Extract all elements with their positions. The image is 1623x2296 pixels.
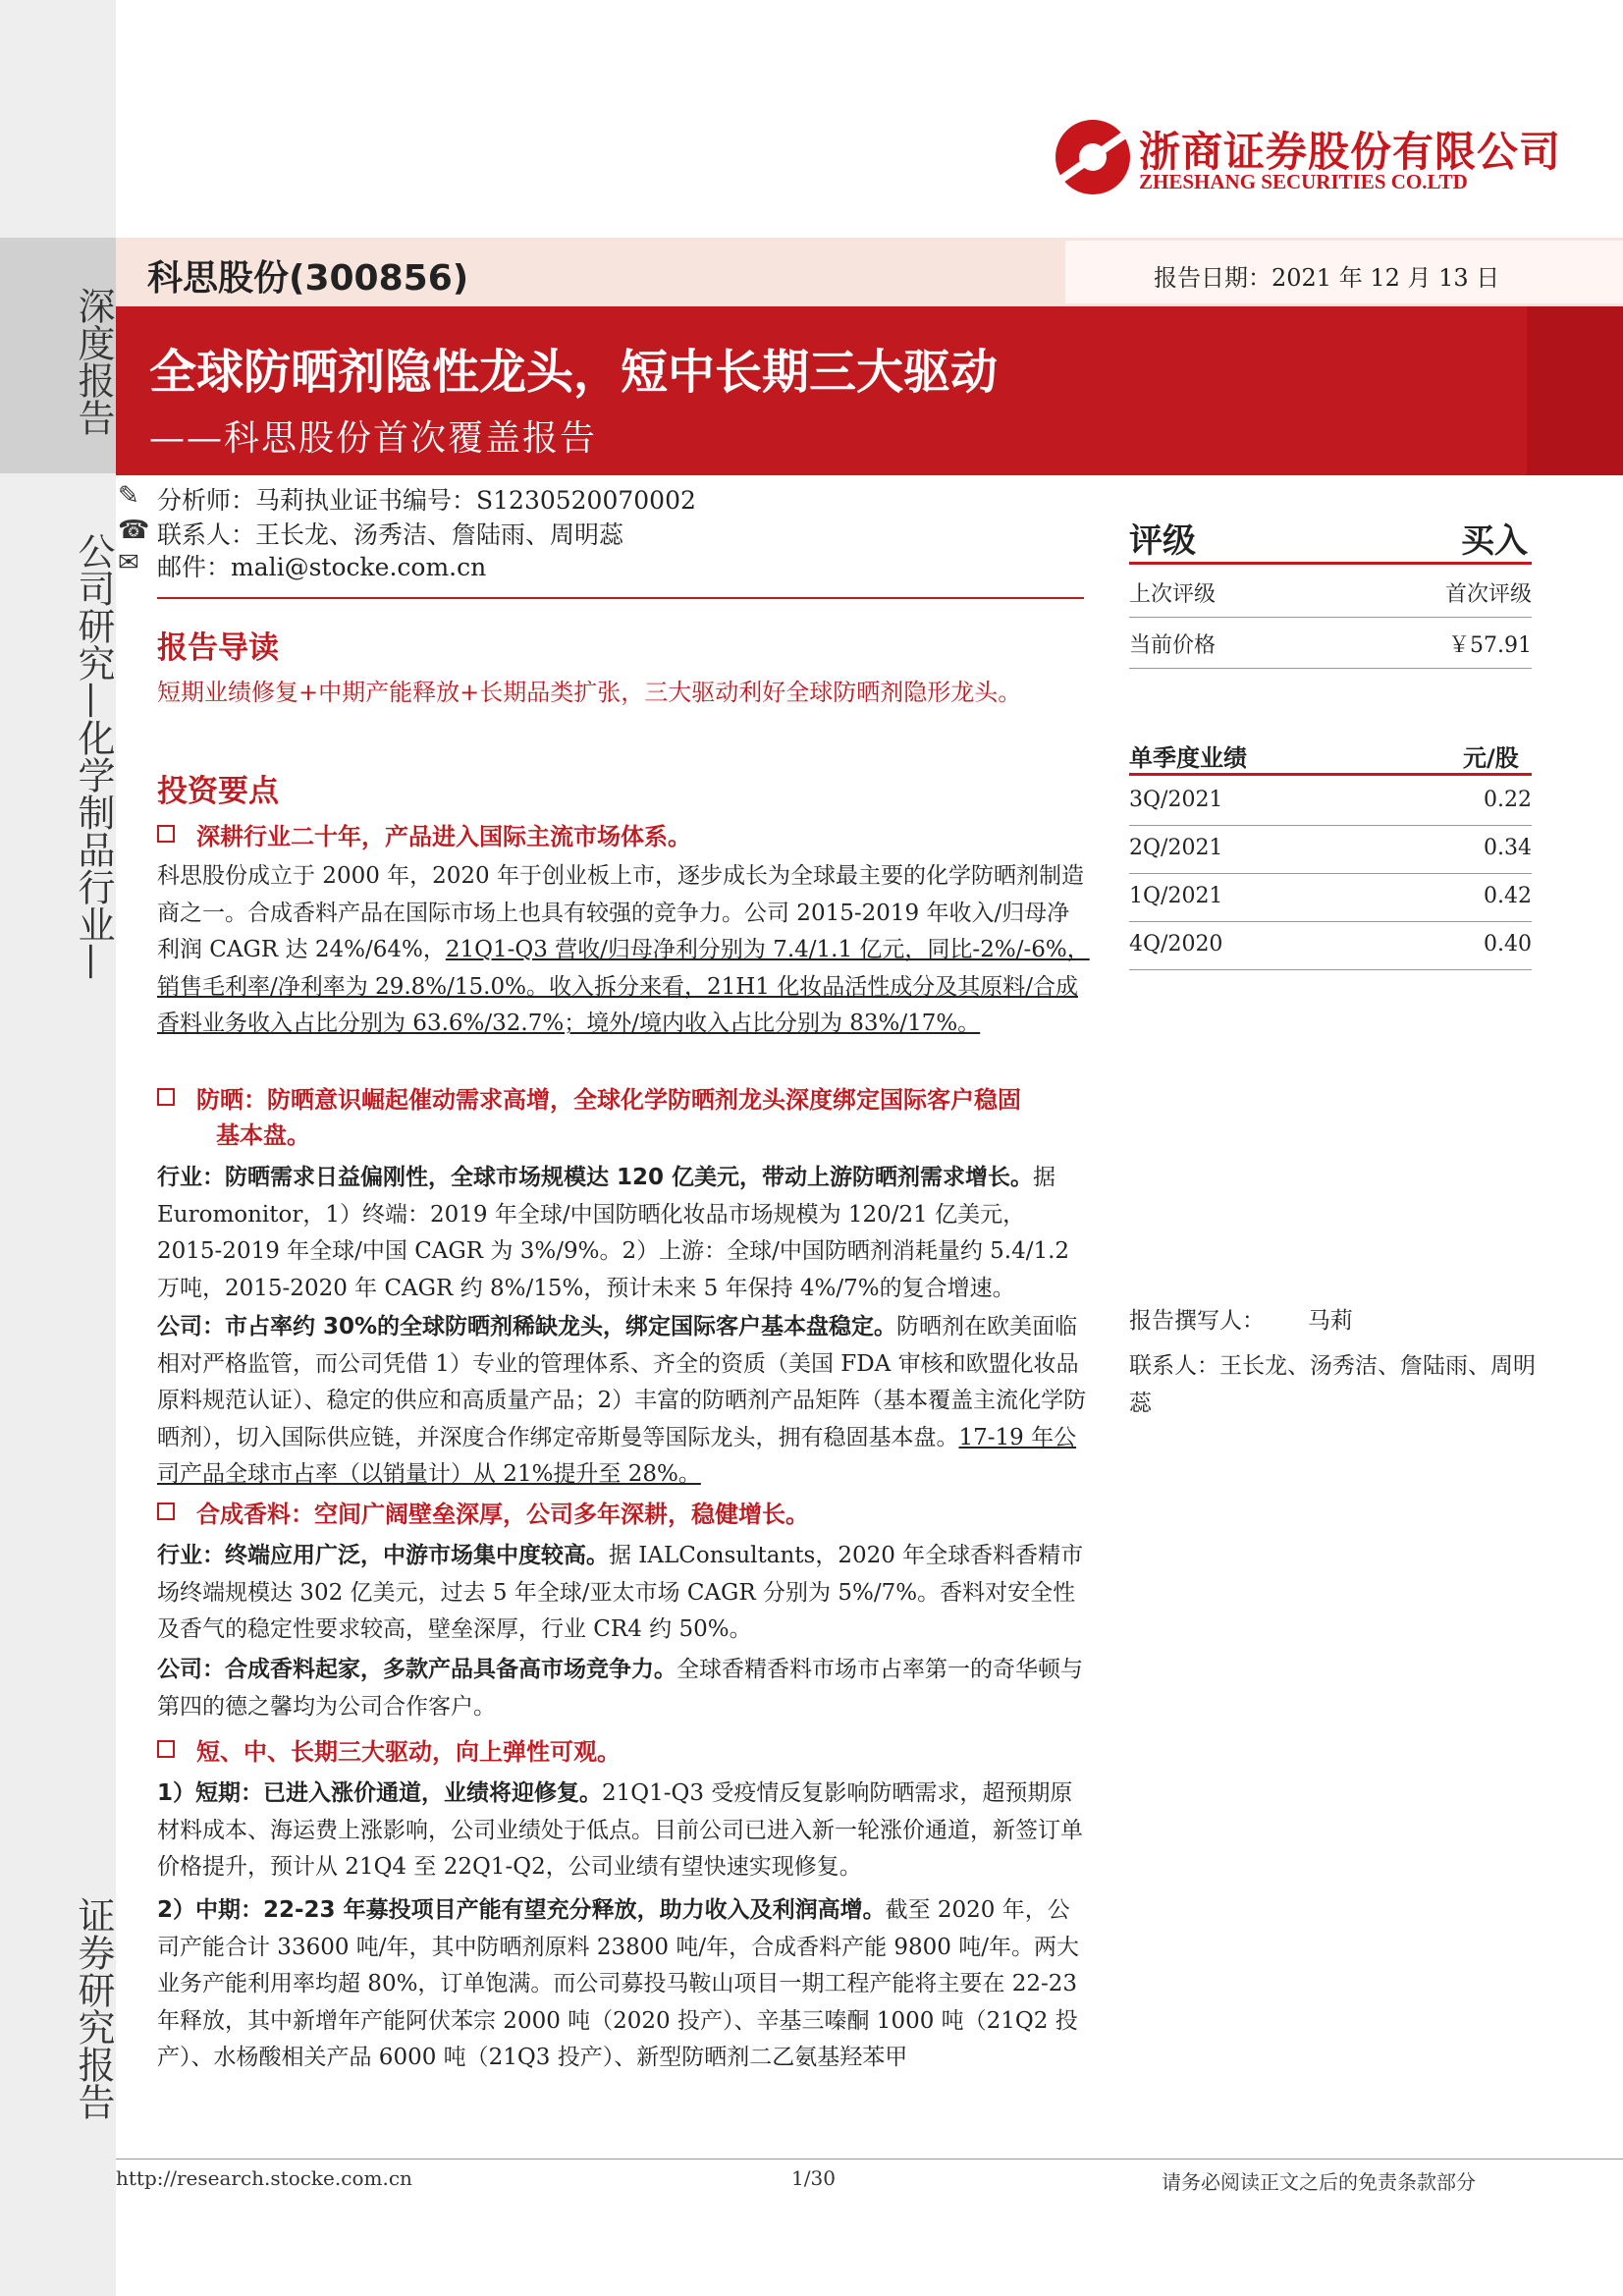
paragraph-2: 行业：防晒需求日益偏刚性，全球市场规模达 120 亿美元，带动上游防晒剂需求增长。据 Euromonitor，1）终端：2019 年全球/中国防晒化妆品市场规模为 120/21 亿美元，2015-2019 年全球/中国 CAGR 为 3%/9%。2）上游：全球/中国防晒剂消耗量约 5.4/1.2 万吨，2015-2020 年 CAGR 约 8%/15%，预计未来 5 年保持 4%/7%的复合增速。 (157, 1165, 1070, 1301)
rating-label: 评级 (1129, 521, 1196, 561)
logo-chinese-name: 浙商证券股份有限公司 (1139, 128, 1562, 176)
footer-url-link[interactable]: http://research.stocke.com.cn (116, 2166, 412, 2190)
sidebar-report-type: 深度报告 (72, 287, 115, 436)
report-contacts: 联系人：王长龙、汤秀洁、詹陆雨、周明蕊 (1129, 1353, 1536, 1416)
sidebar-footer-label: 证券研究报告 (72, 1896, 115, 2120)
bullet-heading-4: 短、中、长期三大驱动，向上弹性可观。 (157, 1734, 1090, 1770)
email-row (118, 548, 487, 583)
analyst-text: 分析师：马莉执业证书编号：S1230520070002 (157, 486, 696, 515)
zheshang-logo-icon (1055, 120, 1130, 194)
points-heading: 投资要点 (157, 774, 279, 809)
pencil-icon: ✎ (118, 481, 139, 511)
quarterly-row: 1Q/2021 0.42 (1129, 884, 1532, 908)
row-divider (1129, 921, 1532, 922)
page-number: 1/30 (791, 2166, 836, 2190)
paragraph-3: 公司：市占率约 30%的全球防晒剂稀缺龙头，绑定国际客户基本盘稳定。防晒剂在欧美面临相对严格监管，而公司凭借 1）专业的管理体系、齐全的资质（美国 FDA 审核和欧盟化妆品原料规范认证）、稳定的供应和高质量产品；2）丰富的防晒剂产品矩阵（基本覆盖主流化学防晒剂），切入国际供应链，并深度合作绑定帝斯曼等国际龙头，拥有稳固基本盘。17-19 年公司产品全球市占率（以销量计）从 21%提升至 28%。 (157, 1314, 1087, 1487)
quarterly-unit: 元/股 (1463, 744, 1519, 772)
sidebar-category: 公司研究—化学制品行业— (72, 532, 115, 980)
report-title: 全球防晒剂隐性龙头，短中长期三大驱动 (149, 345, 999, 400)
paragraph-6: 1）短期：已进入涨价通道，业绩将迎修复。21Q1-Q3 受疫情反复影响防晒需求，超预期原材料成本、海运费上涨影响，公司业绩处于低点。目前公司已进入新一轮涨价通道，新签订单价格提升，预计从 21Q4 至 22Q1-Q2，公司业绩有望快速实现修复。 (157, 1780, 1083, 1880)
quarterly-row: 4Q/2020 0.40 (1129, 932, 1532, 957)
report-date: 报告日期：2021 年 12 月 13 日 (1154, 264, 1500, 292)
checkbox-bullet-icon (157, 1503, 175, 1520)
paragraph-1: 科思股份成立于 2000 年，2020 年于创业板上市，逐步成长为全球最主要的化学防晒剂制造商之一。合成香料产品在国际市场上也具有较强的竞争力。公司 2015-2019 年收入/归母净利润 CAGR 达 24%/64%，21Q1-Q3 营收/归母净利分别为 7.4/1.1 亿元，同比-2%/-6%，销售毛利率/净利率为 29.8%/15.0%。收入拆分来看，21H1 化妆品活性成分及其原料/合成香料业务收入占比分别为 63.6%/32.7%；境外/境内收入占比分别为 83%/17%。 (157, 863, 1090, 1036)
divider (157, 597, 1084, 599)
bullet-heading-3: 合成香料：空间广阔壁垒深厚，公司多年深耕，稳健增长。 (157, 1497, 1090, 1532)
quarterly-row: 2Q/2021 0.34 (1129, 836, 1532, 860)
quarterly-row: 3Q/2021 0.22 (1129, 788, 1532, 812)
rating-value: 买入 (1461, 521, 1528, 561)
report-writer: 报告撰写人： 马莉 (1129, 1308, 1353, 1334)
bullet-heading-2: 防晒：防晒意识崛起催动需求高增，全球化学防晒剂龙头深度绑定国际客户稳固 基本盘。 (157, 1082, 1090, 1153)
logo-english-name: ZHESHANG SECURITIES CO.LTD (1139, 170, 1468, 193)
rating-row: 当前价格 ￥57.91 (1129, 633, 1532, 658)
contacts-row (118, 516, 624, 551)
rating-divider (1129, 562, 1532, 565)
checkbox-bullet-icon (157, 1088, 175, 1106)
guide-heading: 报告导读 (157, 630, 279, 666)
company-name: 科思股份(300856) (147, 258, 469, 299)
quarterly-divider (1129, 773, 1532, 776)
phone-icon: ☎ (118, 516, 150, 545)
row-divider (1129, 873, 1532, 874)
title-band-edge (1527, 306, 1623, 475)
disclaimer-note: 请务必阅读正文之后的免责条款部分 (1162, 2170, 1476, 2194)
report-subtitle: ——科思股份首次覆盖报告 (149, 418, 598, 459)
row-divider (1129, 969, 1532, 970)
bullet-heading-1: 深耕行业二十年，产品进入国际主流市场体系。 (157, 819, 1090, 854)
checkbox-bullet-icon (157, 1740, 175, 1758)
quarterly-label: 单季度业绩 (1129, 744, 1247, 772)
guide-text: 短期业绩修复+中期产能释放+长期品类扩张，三大驱动利好全球防晒剂隐形龙头。 (157, 679, 1022, 706)
rating-row: 上次评级 首次评级 (1129, 582, 1532, 607)
paragraph-7: 2）中期：22-23 年募投项目产能有望充分释放，助力收入及利润高增。截至 2020 年，公司产能合计 33600 吨/年，其中防晒剂原料 23800 吨/年，合成香料产能 9800 吨/年。两大业务产能利用率均超 80%，订单饱满。而公司募投马鞍山项目一期工程产能将主要在 22-23 年释放，其中新增年产能阿伏苯宗 2000 吨（2020 投产）、辛基三嗪酮 1000 吨（21Q2 投产）、水杨酸相关产品 6000 吨（21Q3 投产）、新型防晒剂二乙氨基羟苯甲 (157, 1897, 1079, 2070)
envelope-icon: ✉ (118, 548, 139, 577)
row-divider (1129, 668, 1532, 669)
email-text[interactable]: 邮件：mali@stocke.com.cn (157, 553, 487, 581)
contacts-text: 联系人：王长龙、汤秀洁、詹陆雨、周明蕊 (157, 520, 624, 549)
paragraph-4: 行业：终端应用广泛，中游市场集中度较高。据 IALConsultants，2020 年全球香料香精市场终端规模达 302 亿美元，过去 5 年全球/亚太市场 CAGR 分别为 5%/7%。香料对安全性及香气的稳定性要求较高，壁垒深厚，行业 CR4 约 50%。 (157, 1543, 1084, 1642)
row-divider (1129, 825, 1532, 826)
paragraph-5: 公司：合成香料起家，多款产品具备高市场竞争力。全球香精香料市场市占率第一的奇华顿与第四的德之馨均为公司合作客户。 (157, 1657, 1083, 1720)
checkbox-bullet-icon (157, 825, 175, 843)
row-divider (1129, 617, 1532, 618)
analyst-row (118, 481, 696, 517)
